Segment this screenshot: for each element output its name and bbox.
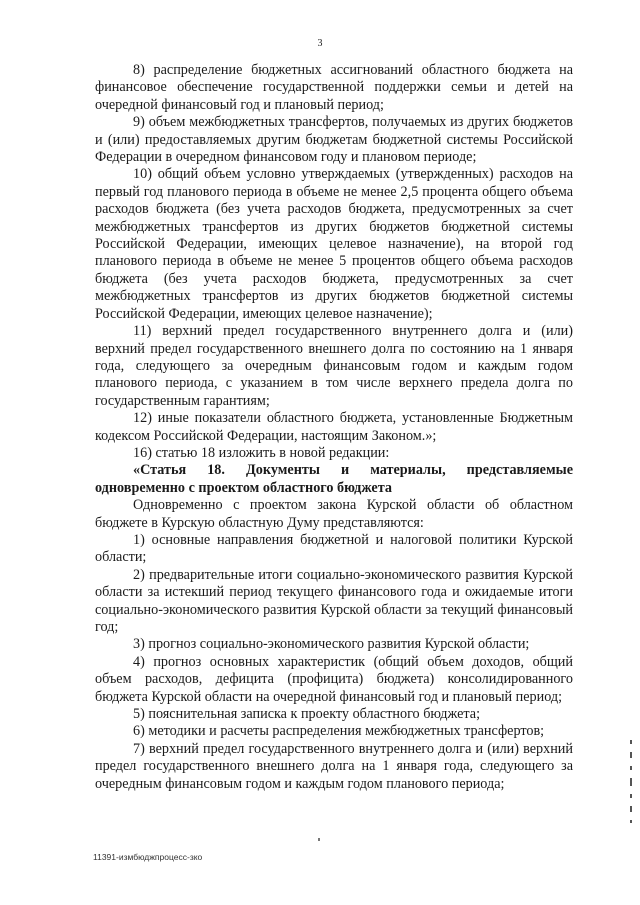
article-18-heading: «Статья 18. Документы и материалы, представляемые одновременно с проектом областного бюджета	[95, 462, 573, 496]
paragraph-intro: Одновременно с проектом закона Курской области об областном бюджете в Курскую областную Думу представляются:	[95, 497, 573, 531]
list-item-6: 6) методики и расчеты распределения межбюджетных трансфертов;	[133, 723, 545, 740]
list-item-3: 3) прогноз социально-экономического развития Курской области;	[133, 636, 530, 653]
footer-document-code: 11391-измбюджпроцесс-зко	[93, 852, 203, 862]
list-item-4: 4) прогноз основных характеристик (общий объем доходов, общий объем расходов, дефицита (профицита) бюджета) консолидированного бюджета Курской области на очередной финансовый год и плановый период;	[95, 653, 573, 705]
list-item-7: 7) верхний предел государственного внутреннего долга и (или) верхний предел государственного внешнего долга на 1 января года, следующего за очередным финансовым годом и каждым годом планового периода;	[95, 740, 573, 792]
paragraph-amendment-16: 16) статью 18 изложить в новой редакции:	[133, 444, 390, 461]
document-body	[95, 62, 573, 793]
paragraph-item-10: 10) общий объем условно утверждаемых (утвержденных) расходов на первый год планового периода в объеме не менее 2,5 процента общего объема расходов бюджета (без учета расходов бюджета, предусмотренных за счет межбюджетных трансфертов из других бюджетов бюджетной системы Российской Федерации, имеющих целевое назначение), на второй год планового периода в объеме не менее 5 процентов общего объема расходов бюджета (без учета расходов бюджета, предусмотренных за счет межбюджетных трансфертов из других бюджетов бюджетной системы Российской Федерации, имеющих целевое назначение);	[95, 166, 573, 322]
paragraph-item-11: 11) верхний предел государственного внутреннего долга и (или) верхний предел государственного внешнего долга по состоянию на 1 января года, следующего за очередным финансовым годом и каждым годом планового периода, с указанием в том числе верхнего предела долга по государственным гарантиям;	[95, 323, 573, 409]
paragraph-item-9: 9) объем межбюджетных трансфертов, получаемых из других бюджетов и (или) предоставляемых другим бюджетам бюджетной системы Российской Федерации в очередном финансовом году и плановом периоде;	[95, 114, 573, 166]
list-item-5: 5) пояснительная записка к проекту областного бюджета;	[133, 706, 481, 723]
paragraph-item-8: 8) распределение бюджетных ассигнований областного бюджета на финансовое обеспечение государственной поддержки семьи и детей на очередной финансовый год и плановый период;	[95, 62, 573, 113]
page-number: 3	[317, 38, 323, 49]
list-item-1: 1) основные направления бюджетной и налоговой политики Курской области;	[95, 531, 573, 566]
list-item-2: 2) предварительные итоги социально-экономического развития Курской области за истекший период текущего финансового года и ожидаемые итоги социально-экономического развития Курской области за текущий финансовый год;	[95, 566, 573, 635]
paragraph-item-12: 12) иные показатели областного бюджета, установленные Бюджетным кодексом Российской Федерации, настоящим Законом.»;	[95, 410, 573, 444]
